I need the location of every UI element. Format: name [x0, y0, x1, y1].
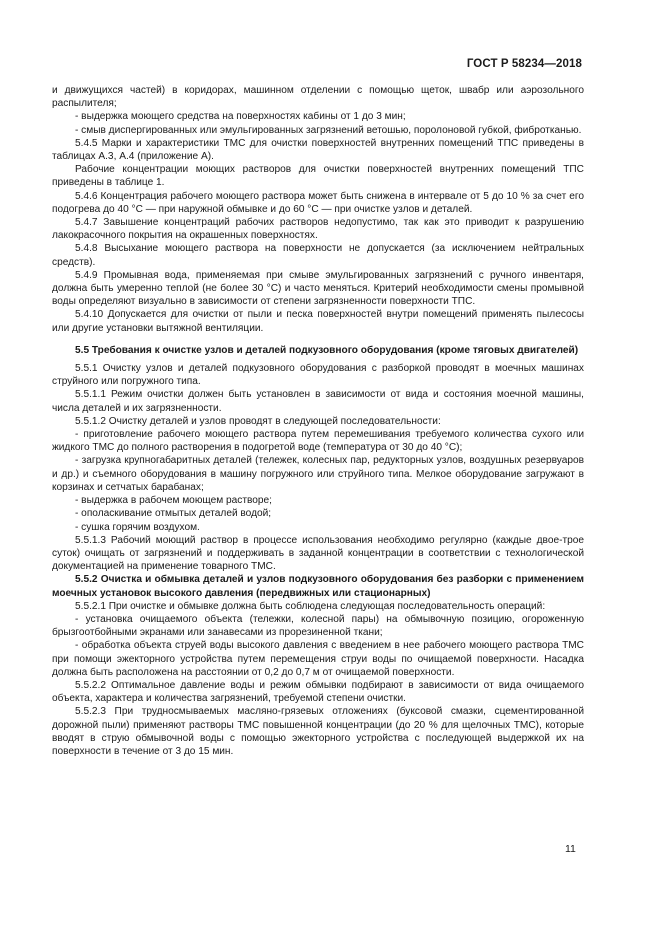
- paragraph-continuation: и движущихся частей) в коридорах, машинном отделении с помощью щеток, швабр или аэрозольного распылителя;: [52, 85, 584, 110]
- paragraph: Рабочие концентрации моющих растворов для очистки поверхностей внутренних помещений ТПС приведены в таблице 1.: [52, 164, 584, 189]
- section-heading-5-5: 5.5 Требования к очистке узлов и деталей подкузовного оборудования (кроме тяговых двигателей): [75, 344, 579, 356]
- paragraph-5-4-7: 5.4.7 Завышение концентраций рабочих растворов недопустимо, так как это приводит к разрушению лакокрасочного покрытия на окрашенных поверхностях.: [52, 217, 584, 242]
- list-item: - выдержка моющего средства на поверхностях кабины от 1 до 3 мин;: [75, 111, 406, 123]
- paragraph-5-5-2-3: 5.5.2.3 При трудносмываемых масляно-грязевых отложениях (буксовой смазки, сцементированной дорожной пыли) применяют растворы ТМС повышенной концентрации (до 20 % для щелочных ТМС), которые вводят в струю обмывочной воды с помощью эжекторного устройства с последующей выдержкой их на поверхности в течение от 3 до 15 мин.: [52, 706, 584, 757]
- document-body: [52, 84, 584, 758]
- list-item: - приготовление рабочего моющего раствора путем перемешивания требуемого количества сухого или жидкого ТМС до полного растворения в подогретой воде (температура от 30 до 40 °С);: [52, 429, 584, 454]
- paragraph-5-5-1-2: 5.5.1.2 Очистку деталей и узлов проводят в следующей последовательности:: [75, 415, 441, 427]
- paragraph-5-5-1-1: 5.5.1.1 Режим очистки должен быть установлен в зависимости от вида и состояния моечной машины, числа деталей и их загрязненности.: [52, 389, 584, 414]
- paragraph-5-4-10: 5.4.10 Допускается для очистки от пыли и песка поверхностей внутри помещений применять пылесосы или другие установки вытяжной вентиляции.: [52, 309, 584, 334]
- list-item: - обработка объекта струей воды высокого давления с введением в нее рабочего моющего раствора ТМС при помощи эжекторного устройства путем перемещения струи воды по очищаемой поверхности. Насадка должна быть расположена на расстоянии от 0,2 до 0,7 м от очищаемой поверхности.: [52, 640, 584, 678]
- list-item: - выдержка в рабочем моющем растворе;: [75, 495, 272, 507]
- subsection-heading-5-5-2: 5.5.2 Очистка и обмывка деталей и узлов подкузовного оборудования без разборки с применением моечных установок высокого давления (передвижных или стационарных): [52, 574, 584, 599]
- paragraph-5-4-5: 5.4.5 Марки и характеристики ТМС для очистки поверхностей внутренних помещений ТПС приведены в таблицах А.3, А.4 (приложение А).: [52, 137, 584, 163]
- paragraph-5-4-6: 5.4.6 Концентрация рабочего моющего раствора может быть снижена в интервале от 5 до 10 % за счет его подогрева до 40 °С — при наружной обмывке и до 60 °С — при очистке узлов и деталей.: [52, 190, 584, 215]
- paragraph-5-5-2-2: 5.5.2.2 Оптимальное давление воды и режим обмывки подбирают в зависимости от вида очищаемого объекта, характера и количества загрязнений, требуемой степени очистки.: [52, 679, 584, 705]
- list-item: - установка очищаемого объекта (тележки, колесной пары) на обмывочную позицию, огороженную брызгоотбойными экранами или занавесами из прорезиненной ткани;: [52, 613, 584, 639]
- paragraph-5-4-8: 5.4.8 Высыхание моющего раствора на поверхности не допускается (за исключением нейтральных средств).: [52, 243, 584, 268]
- list-item: - ополаскивание отмытых деталей водой;: [75, 508, 272, 520]
- list-item: - сушка горячим воздухом.: [75, 521, 200, 533]
- paragraph-5-5-1-3: 5.5.1.3 Рабочий моющий раствор в процессе использования необходимо регулярно (каждые двое-трое суток) очищать от загрязнений и поддерживать в заданной концентрации в соответствии с технологической документацией на применение товарного ТМС.: [52, 534, 584, 573]
- paragraph-5-5-1: 5.5.1 Очистку узлов и деталей подкузовного оборудования с разборкой проводят в моечных машинах струйного или погружного типа.: [52, 363, 584, 388]
- document-standard-number: ГОСТ Р 58234—2018: [466, 58, 582, 70]
- paragraph-5-4-9: 5.4.9 Промывная вода, применяемая при смыве эмульгированных загрязнений с ручного инвентаря, должна быть умеренно теплой (не более 30 °С) и часто меняться. Критерий необходимости смены промывной воды определяют визуально в зависимости от степени загрязненности поверхности ТПС.: [52, 269, 584, 308]
- list-item: - загрузка крупногабаритных деталей (тележек, колесных пар, редукторных узлов, воздушных резервуаров и др.) и съемного оборудования в машину погружного или струйного типа. Мелкое оборудование загружают в корзинах и сетчатых барабанах;: [52, 455, 584, 493]
- page-number: 11: [565, 843, 576, 855]
- paragraph-5-5-2-1: 5.5.2.1 При очистке и обмывке должна быть соблюдена следующая последовательность операций:: [75, 600, 546, 612]
- list-item: - смыв диспергированных или эмульгированных загрязнений ветошью, поролоновой губкой, фибротканью.: [75, 124, 582, 136]
